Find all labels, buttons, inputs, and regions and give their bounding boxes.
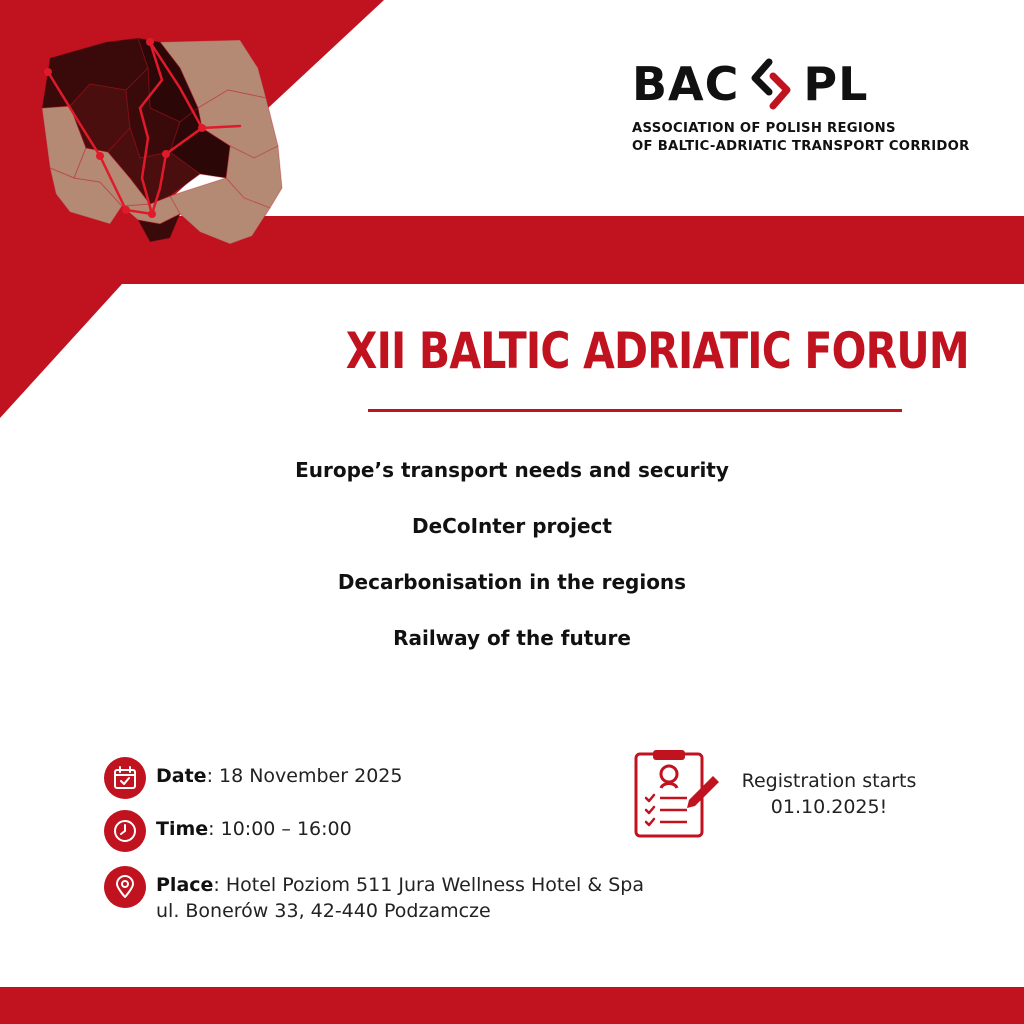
- registration-line1: Registration starts: [741, 770, 917, 792]
- place-row: [104, 866, 644, 924]
- topic-item: Europe’s transport needs and security: [295, 458, 729, 482]
- time-label: Time: [156, 818, 209, 840]
- place-address: ul. Bonerów 33, 42-440 Podzamcze: [156, 900, 491, 922]
- topic-item: Decarbonisation in the regions: [337, 570, 687, 594]
- registration-line2: 01.10.2025!: [770, 796, 888, 818]
- location-pin-icon: [104, 866, 146, 908]
- calendar-icon: [104, 757, 146, 799]
- date-label: Date: [156, 765, 207, 787]
- date-value: : 18 November 2025: [206, 765, 403, 787]
- bottom-red-bar: [0, 987, 1024, 1024]
- logo-wordmark: [632, 52, 992, 116]
- place-label: Place: [156, 874, 214, 896]
- registration-note: [726, 768, 932, 820]
- bac-pl-logo: [632, 52, 992, 156]
- topics-list: [200, 456, 824, 680]
- clipboard-icon: [633, 748, 723, 840]
- logo-subtitle-line2: OF BALTIC-ADRIATIC TRANSPORT CORRIDOR: [632, 139, 970, 154]
- forum-title: XII BALTIC ADRIATIC FORUM: [345, 322, 969, 380]
- title-underline: [368, 409, 902, 412]
- place-text: [156, 866, 644, 924]
- date-row: [104, 757, 402, 799]
- time-value: : 10:00 – 16:00: [208, 818, 352, 840]
- date-text: [156, 757, 402, 789]
- logo-chevron-icon: [743, 56, 799, 112]
- place-value: : Hotel Poziom 511 Jura Wellness Hotel & Spa: [213, 874, 644, 896]
- time-text: [156, 810, 352, 842]
- logo-subtitle: [632, 120, 992, 156]
- topic-item: Railway of the future: [393, 626, 631, 650]
- poland-map-icon: [30, 28, 290, 258]
- time-row: [104, 810, 352, 852]
- logo-text-left: BAC: [632, 57, 740, 111]
- logo-subtitle-line1: ASSOCIATION OF POLISH REGIONS: [632, 121, 896, 136]
- logo-text-right: PL: [803, 57, 869, 111]
- topic-item: DeCoInter project: [412, 514, 612, 538]
- clock-icon: [104, 810, 146, 852]
